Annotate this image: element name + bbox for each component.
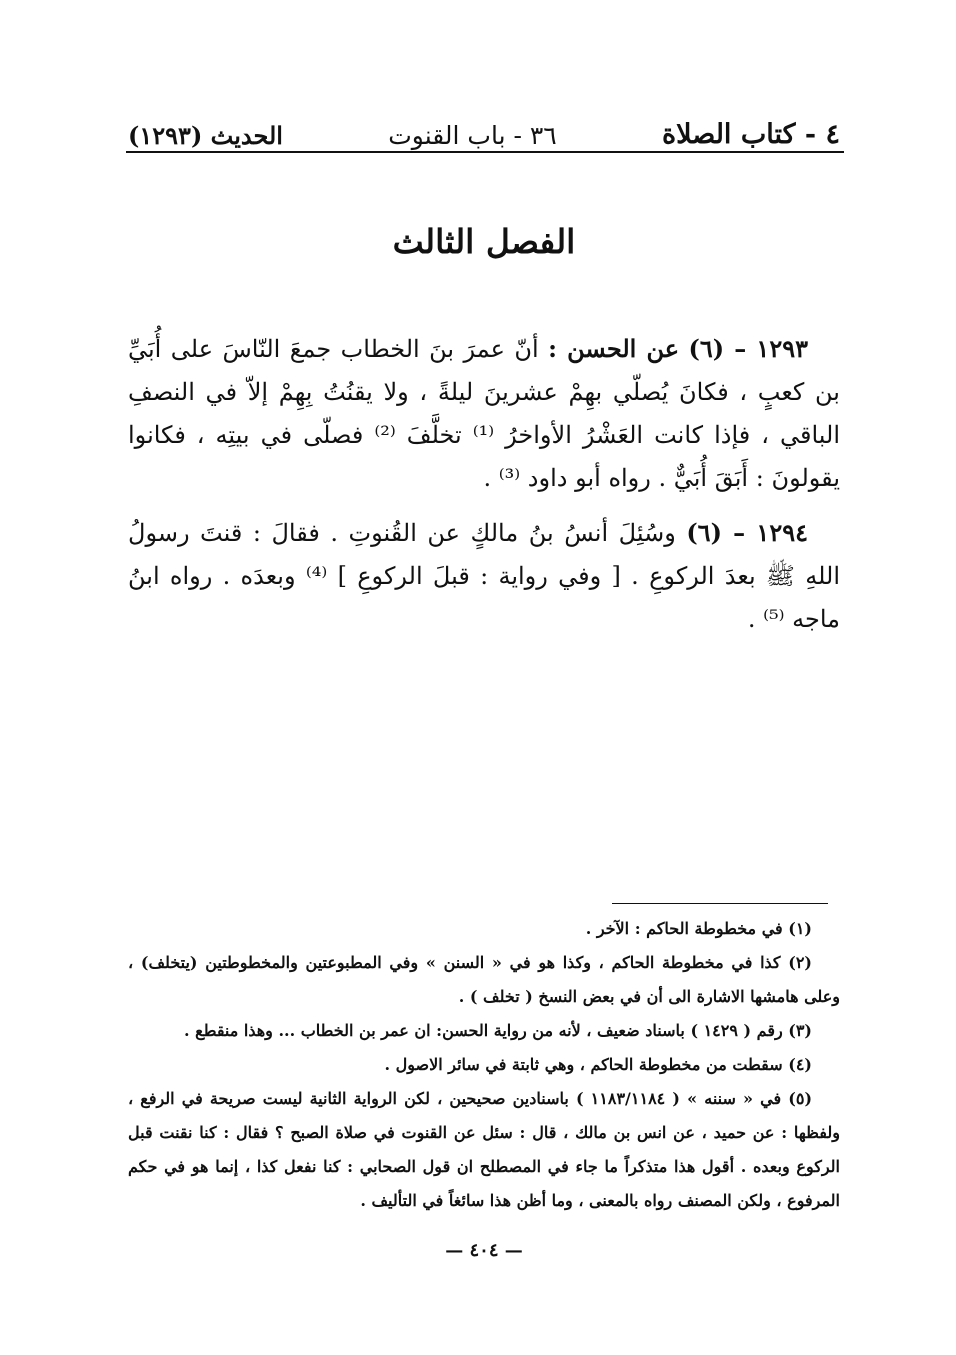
footnote: (٤) سقطت من مخطوطة الحاكم ، وهي ثابتة في سائر الاصول . [384, 1055, 812, 1074]
hadith-number: ١٢٩٣ – (٦) [688, 334, 808, 363]
hadith-paragraph [128, 511, 840, 641]
footnote: (٣) رقم ( ١٤٢٩ ) باسناد ضعيف ، لأنه من رواية الحسن: ان عمر بن الخطاب ... وهذا منقطع . [184, 1021, 812, 1040]
hadith-text: أنّ عمرَ بنَ الخطاب جمعَ النّاسَ على أُبَيِّ بن كعبٍ ، فكانَ يُصلّي بهِمْ عشرينَ ليلةً ، ولا يقنُتُ بِهِمْ إلاّ في النصفِ الباقي ، فإذا كانت العَشْرُ الأواخرُ ⁽¹⁾ تخلَّفَ ⁽²⁾ فصلّى في بيتِه ، فكانوا يقولونَ : أَبَقَ أُبَيٌّ . رواه أبو داود ⁽³⁾ . [128, 335, 841, 492]
header-divider [126, 151, 844, 153]
footnotes [128, 912, 840, 1218]
chapter-title: ٣٦ - باب القنوت [388, 121, 557, 150]
running-header [128, 108, 840, 150]
footnote: (١) في مخطوطة الحاكم : الآخر . [585, 919, 812, 938]
hadith-reference: الحديث (١٢٩٣) [128, 121, 283, 150]
hadith-number: ١٢٩٤ – (٦) [686, 518, 808, 547]
hadith-narrator: عن الحسن : [548, 334, 680, 363]
footnote: (٥) في « سننه » ( ١١٨٣/١١٨٤ ) باسنادين صحيحين ، لكن الرواية الثانية ليست صريحة في الرفع ، ولفظها : عن حميد ، عن انس بن مالك ، قال : سئل عن القنوت في صلاة الصبح ؟ فقال : كنا نقنت قبل الركوع وبعده . أقول هذا متذكراً ما جاء في المصطلح ان قول الصحابي : كنا نفعل كذا ، إنما هو في حكم المرفوع ، ولكن المصنف رواه بالمعنى ، وما أظن هذا سائغاً في التأليف . [128, 1089, 840, 1210]
hadith-text: وسُئِلَ أنسُ بنُ مالكٍ عن القُنوتِ . فقالَ : قنتَ رسولُ اللهِ ﷺ بعدَ الركوعِ . [ وفي رواية : قبلَ الركوعِ ] ⁽⁴⁾ وبعدَه . رواه ابنُ ماجه ⁽⁵⁾ . [128, 519, 840, 633]
footnote: (٢) كذا في مخطوطة الحاكم ، وكذا هو في « السنن » وفي المطبوعتين والمخطوطتين (يتخلف) ، وعلى هامشها الاشارة الى أن في بعض النسخ ( تخلف ) . [128, 953, 840, 1006]
hadith-paragraph [128, 327, 840, 500]
page-number: — ٤٠٤ — [445, 1240, 523, 1261]
footnote-divider [612, 903, 828, 904]
main-text [128, 327, 840, 652]
book-title: ٤ - كتاب الصلاة [662, 119, 840, 150]
section-title: الفصل الثالث [392, 222, 576, 261]
